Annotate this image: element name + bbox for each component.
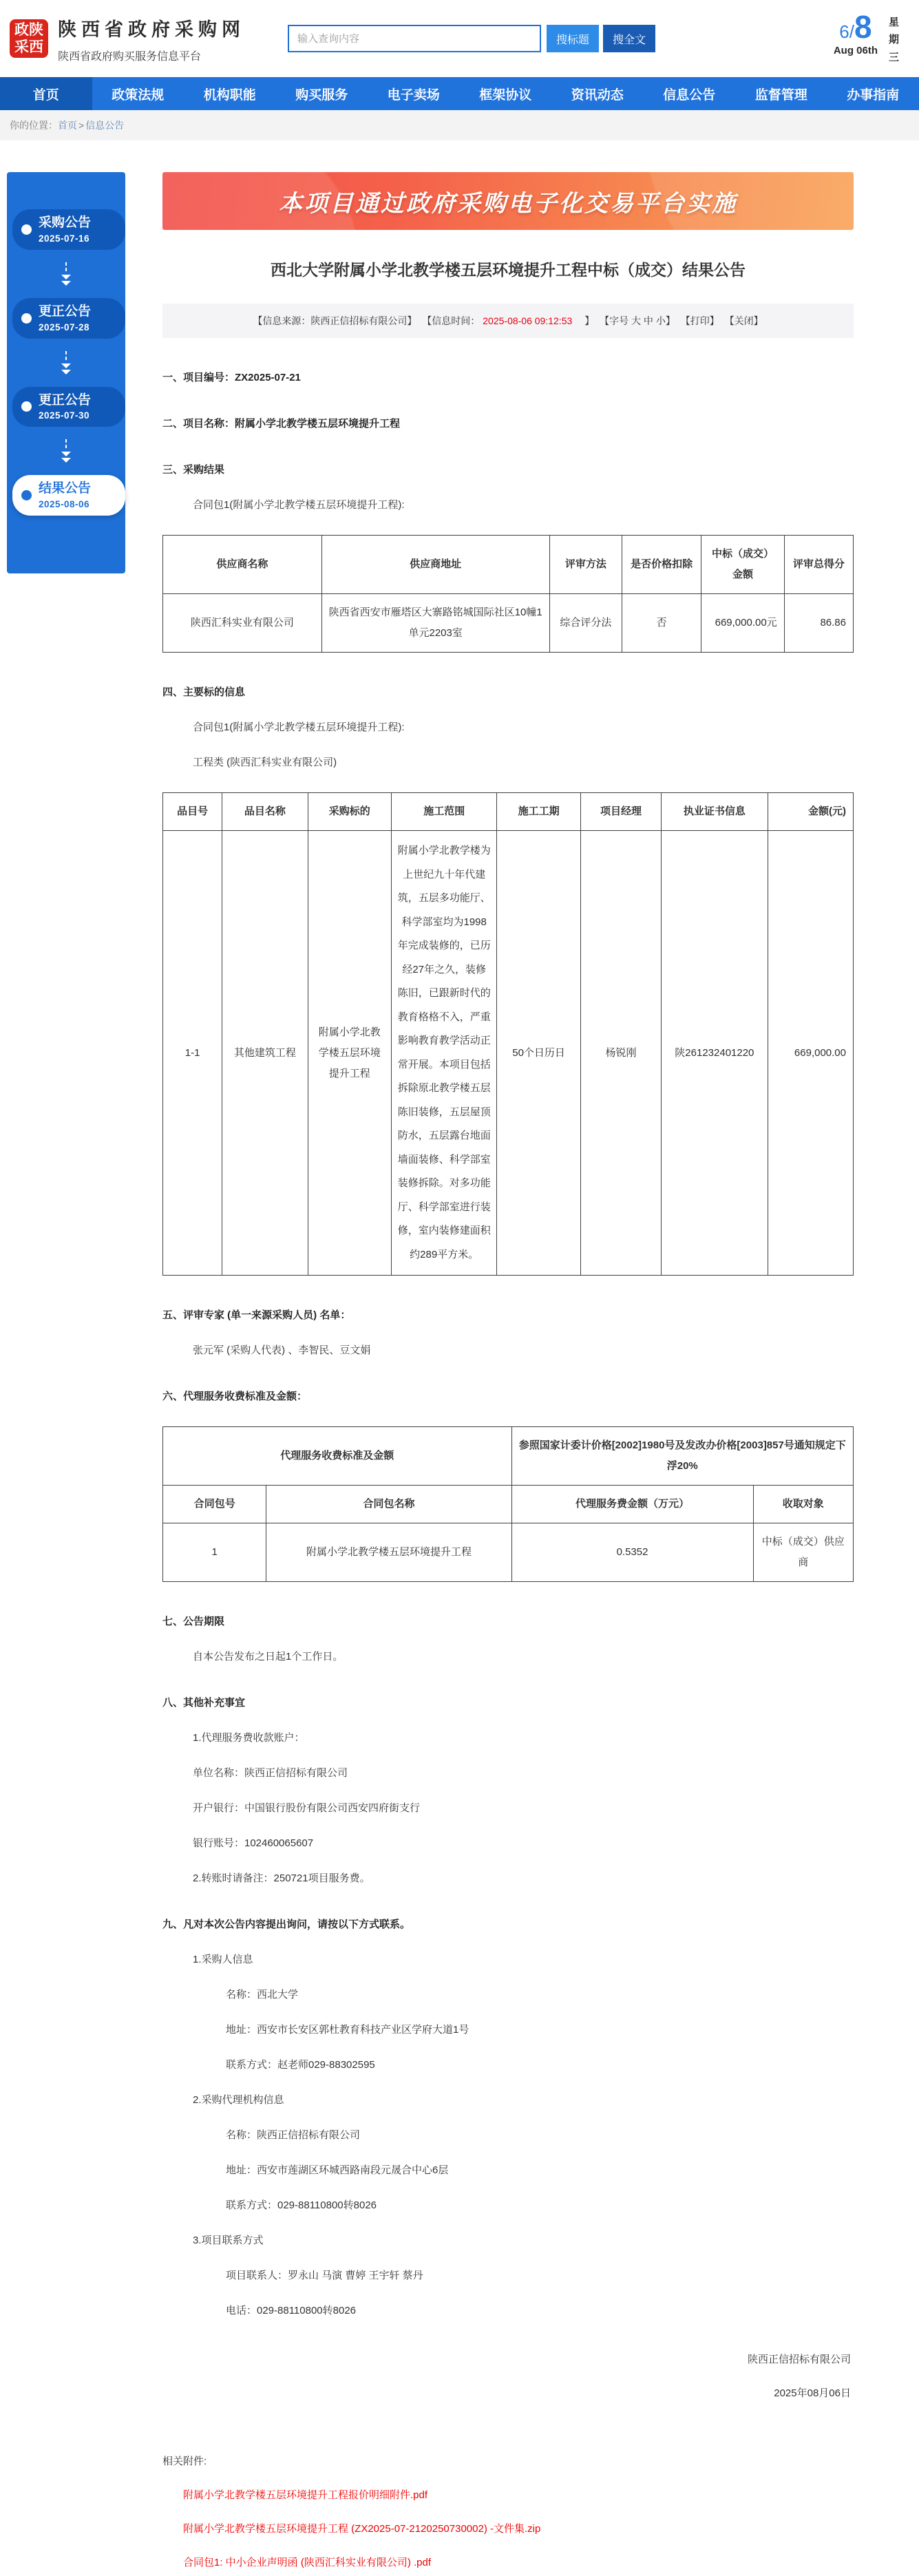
section-heading: 七、公告期限 bbox=[162, 1614, 854, 1628]
breadcrumb bbox=[0, 110, 919, 140]
site-subtitle: 陕西省政府购买服务信息平台 bbox=[58, 47, 245, 63]
main-nav bbox=[0, 77, 919, 110]
section-heading: 六、代理服务收费标准及金额： bbox=[162, 1389, 854, 1403]
notice-period-line: 自本公告发布之日起1个工作日。 bbox=[162, 1649, 854, 1663]
timeline-item-label: 更正公告 bbox=[39, 304, 91, 320]
timeline-down-arrow-icon bbox=[7, 262, 125, 286]
timeline-dot-icon bbox=[21, 401, 32, 412]
cell-amount: 669,000.00 bbox=[768, 831, 853, 1276]
timeline-item-date: 2025-07-16 bbox=[39, 233, 91, 244]
expert-names-line: 张元军 (采购人代表) 、李智民、豆文娟 bbox=[162, 1342, 854, 1357]
timeline-down-arrow-icon bbox=[7, 439, 125, 463]
contact-line: 1.采购人信息 bbox=[162, 1952, 854, 1966]
font-size-control[interactable]: 【字号 大 中 小】 bbox=[600, 315, 675, 326]
cell-fee-amount: 0.5352 bbox=[511, 1523, 753, 1582]
cell-fee-payer: 中标（成交）供应商 bbox=[753, 1523, 853, 1582]
search-fulltext-button[interactable]: 搜全文 bbox=[603, 25, 655, 52]
date-widget bbox=[834, 11, 901, 67]
cell-supplier-name: 陕西汇科实业有限公司 bbox=[163, 594, 322, 653]
nav-item-policy[interactable]: 政策法规 bbox=[92, 77, 184, 110]
date-numbers bbox=[834, 11, 878, 43]
section-review-experts bbox=[162, 1307, 854, 1357]
supplementary-line: 1.代理服务费收款账户： bbox=[162, 1730, 854, 1744]
section-heading: 三、采购结果 bbox=[162, 462, 854, 476]
cell-total-score: 86.86 bbox=[784, 594, 853, 653]
signature-org: 陕西正信招标有限公司 bbox=[162, 2352, 851, 2366]
contract-package-line: 合同包1(附属小学北教学楼五层环境提升工程): bbox=[162, 719, 854, 734]
cell-construction-period: 50个日历日 bbox=[497, 831, 580, 1276]
attachment-link-fileset-zip[interactable]: 附属小学北教学楼五层环境提升工程 (ZX2025-07-2120250730002) -文件集.zip bbox=[183, 2521, 854, 2535]
date-month: 6/ bbox=[839, 21, 854, 42]
article-main bbox=[162, 172, 854, 2576]
close-button[interactable]: 【关闭】 bbox=[725, 315, 763, 326]
section-contact bbox=[162, 1917, 854, 2317]
cell-review-method: 综合评分法 bbox=[549, 594, 622, 653]
site-title-block bbox=[58, 14, 245, 63]
section-heading: 九、凡对本次公告内容提出询问，请按以下方式联系。 bbox=[162, 1917, 854, 1931]
cell-item-name: 其他建筑工程 bbox=[222, 831, 308, 1276]
contact-line: 电话：029-88110800转8026 bbox=[162, 2303, 854, 2317]
site-name: 陕西省政府采购网 bbox=[58, 14, 245, 41]
header-cell: 供应商地址 bbox=[321, 536, 549, 594]
meta-time-prefix: 【信息时间： bbox=[422, 315, 480, 326]
cell-supplier-address: 陕西省西安市雁塔区大寨路铭城国际社区10幢1单元2203室 bbox=[321, 594, 549, 653]
header-cell: 项目经理 bbox=[580, 793, 661, 831]
article-meta-bar bbox=[162, 304, 854, 338]
nav-item-purchase-services[interactable]: 购买服务 bbox=[276, 77, 368, 110]
section-main-targets bbox=[162, 684, 854, 1276]
logo-text-top: 政陕 bbox=[14, 21, 43, 39]
table-row bbox=[163, 1523, 854, 1582]
section-notice-period bbox=[162, 1614, 854, 1663]
contact-line: 地址：西安市长安区郭杜教育科技产业区学府大道1号 bbox=[162, 2022, 854, 2036]
cell-package-number: 1 bbox=[163, 1523, 266, 1582]
supplementary-line: 2.转账时请备注：250721项目服务费。 bbox=[162, 1870, 854, 1885]
supplementary-line: 单位名称：陕西正信招标有限公司 bbox=[162, 1765, 854, 1780]
contact-line: 地址：西安市莲湖区环城西路南段元晟合中心6层 bbox=[162, 2162, 854, 2177]
table-row bbox=[163, 831, 854, 1276]
print-button[interactable]: 【打印】 bbox=[681, 315, 719, 326]
header-cell: 收取对象 bbox=[753, 1486, 853, 1523]
logo-text-bottom: 采西 bbox=[14, 39, 43, 56]
timeline-item-result-notice[interactable] bbox=[12, 475, 125, 516]
table-header-row bbox=[163, 793, 854, 831]
main-targets-table bbox=[162, 792, 854, 1276]
cell-construction-scope: 附属小学北教学楼为上世纪九十年代建筑，五层多功能厅、科学部室均为1998年完成装修的，已历经27年之久，装修陈旧，已跟新时代的教育格格不入，严重影响教育教学活动正常开展。本项目包括拆除原北教学楼五层陈旧装修，五层屋顶防水，五层露台地面墙面装修、科学部室装修拆除。对多功能厅、科学部室进行装修，室内装修建面积约289平方米。 bbox=[391, 831, 496, 1276]
attachment-link-sme-declaration-pdf[interactable]: 合同包1: 中小企业声明函 (陕西汇科实业有限公司) .pdf bbox=[183, 2555, 854, 2569]
header-cell: 参照国家计委计价格[2002]1980号及发改办价格[2003]857号通知规定下浮20% bbox=[511, 1427, 854, 1486]
section-project-number bbox=[162, 370, 854, 384]
header-cell: 是否价格扣除 bbox=[622, 536, 701, 594]
timeline-item-correction-2[interactable] bbox=[12, 387, 125, 427]
cell-procurement-target: 附属小学北教学楼五层环境提升工程 bbox=[308, 831, 391, 1276]
search-title-button[interactable]: 搜标题 bbox=[547, 25, 599, 52]
timeline-item-label: 更正公告 bbox=[39, 393, 91, 409]
header-cell: 合同包名称 bbox=[266, 1486, 511, 1523]
supplementary-line: 开户银行：中国银行股份有限公司西安四府街支行 bbox=[162, 1800, 854, 1815]
header-cell: 品目号 bbox=[163, 793, 222, 831]
page-body bbox=[0, 140, 919, 2576]
table-header-row bbox=[163, 536, 854, 594]
breadcrumb-home-link[interactable]: 首页 bbox=[58, 118, 77, 132]
section-supplementary bbox=[162, 1695, 854, 1885]
announcement-timeline bbox=[7, 172, 125, 573]
contact-line: 项目联系人：罗永山 马演 曹婷 王宇轩 蔡丹 bbox=[162, 2268, 854, 2282]
contact-line: 3.项目联系方式 bbox=[162, 2232, 854, 2247]
signature-block bbox=[162, 2352, 854, 2400]
header-cell: 代理服务收费标准及金额 bbox=[163, 1427, 512, 1486]
cell-package-name: 附属小学北教学楼五层环境提升工程 bbox=[266, 1523, 511, 1582]
banner-text: 本项目通过政府采购电子化交易平台实施 bbox=[279, 184, 737, 218]
header-cell: 评审总得分 bbox=[784, 536, 853, 594]
contact-line: 2.采购代理机构信息 bbox=[162, 2092, 854, 2107]
section-heading: 四、主要标的信息 bbox=[162, 684, 854, 699]
nav-item-framework-agreement[interactable]: 框架协议 bbox=[460, 77, 552, 110]
timeline-item-date: 2025-07-30 bbox=[39, 410, 91, 421]
date-weekday: 星期三 bbox=[889, 14, 901, 67]
timeline-dot-icon bbox=[21, 224, 32, 235]
header-cell: 品目名称 bbox=[222, 793, 308, 831]
section-heading: 八、其他补充事宜 bbox=[162, 1695, 854, 1709]
header-cell: 供应商名称 bbox=[163, 536, 322, 594]
cell-award-amount: 669,000.00元 bbox=[701, 594, 784, 653]
cell-project-manager: 杨锐刚 bbox=[580, 831, 661, 1276]
timeline-dot-icon bbox=[21, 313, 32, 324]
timeline-item-date: 2025-07-28 bbox=[39, 322, 91, 332]
timeline-item-label: 结果公告 bbox=[39, 481, 91, 497]
date-day: 8 bbox=[854, 9, 872, 45]
nav-item-supervision[interactable]: 监督管理 bbox=[735, 77, 827, 110]
category-line: 工程类 (陕西汇科实业有限公司) bbox=[162, 754, 854, 769]
attachments-section bbox=[162, 2453, 854, 2576]
contact-line: 联系方式：029-88110800转8026 bbox=[162, 2197, 854, 2212]
meta-source: 【信息来源：陕西正信招标有限公司】 bbox=[253, 315, 416, 326]
header-cell: 施工工期 bbox=[497, 793, 580, 831]
date-english: Aug 06th bbox=[834, 45, 878, 56]
agency-fee-table bbox=[162, 1426, 854, 1582]
section-project-name bbox=[162, 416, 854, 430]
breadcrumb-separator: > bbox=[78, 120, 84, 131]
nav-item-guide[interactable]: 办事指南 bbox=[827, 77, 919, 110]
timeline-item-procurement-notice[interactable] bbox=[12, 209, 125, 250]
contract-package-line: 合同包1(附属小学北教学楼五层环境提升工程): bbox=[162, 497, 854, 511]
table-header-row bbox=[163, 1427, 854, 1486]
nav-item-announcements[interactable]: 信息公告 bbox=[644, 77, 736, 110]
timeline-down-arrow-icon bbox=[7, 351, 125, 374]
search-input[interactable] bbox=[288, 25, 541, 52]
section-heading: 五、评审专家 (单一来源采购人员) 名单： bbox=[162, 1307, 854, 1322]
breadcrumb-current-link[interactable]: 信息公告 bbox=[85, 118, 124, 132]
section-heading: 二、项目名称：附属小学北教学楼五层环境提升工程 bbox=[162, 416, 854, 430]
nav-item-functions[interactable]: 机构职能 bbox=[184, 77, 276, 110]
signature-date: 2025年08月06日 bbox=[162, 2385, 851, 2400]
result-table bbox=[162, 535, 854, 653]
header-cell: 金额(元) bbox=[768, 793, 853, 831]
contact-line: 名称：陕西正信招标有限公司 bbox=[162, 2127, 854, 2142]
header-cell: 施工范围 bbox=[391, 793, 496, 831]
contact-line: 联系方式：赵老师029-88302595 bbox=[162, 2057, 854, 2071]
page-title: 西北大学附属小学北教学楼五层环境提升工程中标（成交）结果公告 bbox=[162, 257, 854, 280]
contact-line: 名称：西北大学 bbox=[162, 1987, 854, 2001]
search-area bbox=[288, 25, 655, 52]
e-trading-platform-banner bbox=[162, 172, 854, 230]
timeline-item-label: 采购公告 bbox=[39, 215, 91, 231]
timeline-item-correction-1[interactable] bbox=[12, 298, 125, 339]
nav-item-news[interactable]: 资讯动态 bbox=[551, 77, 644, 110]
cell-price-deduction: 否 bbox=[622, 594, 701, 653]
site-logo bbox=[10, 19, 48, 58]
section-agency-fee bbox=[162, 1389, 854, 1582]
header-cell: 执业证书信息 bbox=[662, 793, 768, 831]
meta-time-value: 2025-08-06 09:12:53 bbox=[483, 315, 572, 326]
cell-certificate-info: 陕261232401220 bbox=[662, 831, 768, 1276]
header-cell: 评审方法 bbox=[549, 536, 622, 594]
supplementary-line: 银行账号：102460065607 bbox=[162, 1835, 854, 1850]
section-heading: 一、项目编号：ZX2025-07-21 bbox=[162, 370, 854, 384]
breadcrumb-prefix: 你的位置： bbox=[10, 118, 58, 132]
attachment-link-quotation-pdf[interactable]: 附属小学北教学楼五层环境提升工程报价明细附件.pdf bbox=[183, 2487, 854, 2502]
nav-item-home[interactable]: 首页 bbox=[0, 77, 92, 110]
attachments-label: 相关附件: bbox=[162, 2453, 854, 2468]
timeline-dot-icon bbox=[21, 490, 32, 500]
cell-item-number: 1-1 bbox=[163, 831, 222, 1276]
table-header-row bbox=[163, 1486, 854, 1523]
meta-time-suffix: 】 bbox=[575, 315, 594, 326]
table-row bbox=[163, 594, 854, 653]
top-header bbox=[0, 0, 919, 77]
header-cell: 代理服务费金额（万元） bbox=[511, 1486, 753, 1523]
nav-item-e-mall[interactable]: 电子卖场 bbox=[368, 77, 460, 110]
header-cell: 采购标的 bbox=[308, 793, 391, 831]
header-cell: 合同包号 bbox=[163, 1486, 266, 1523]
section-procurement-result bbox=[162, 462, 854, 653]
header-cell: 中标（成交）金额 bbox=[701, 536, 784, 594]
timeline-item-date: 2025-08-06 bbox=[39, 499, 91, 509]
date-main bbox=[834, 11, 878, 56]
